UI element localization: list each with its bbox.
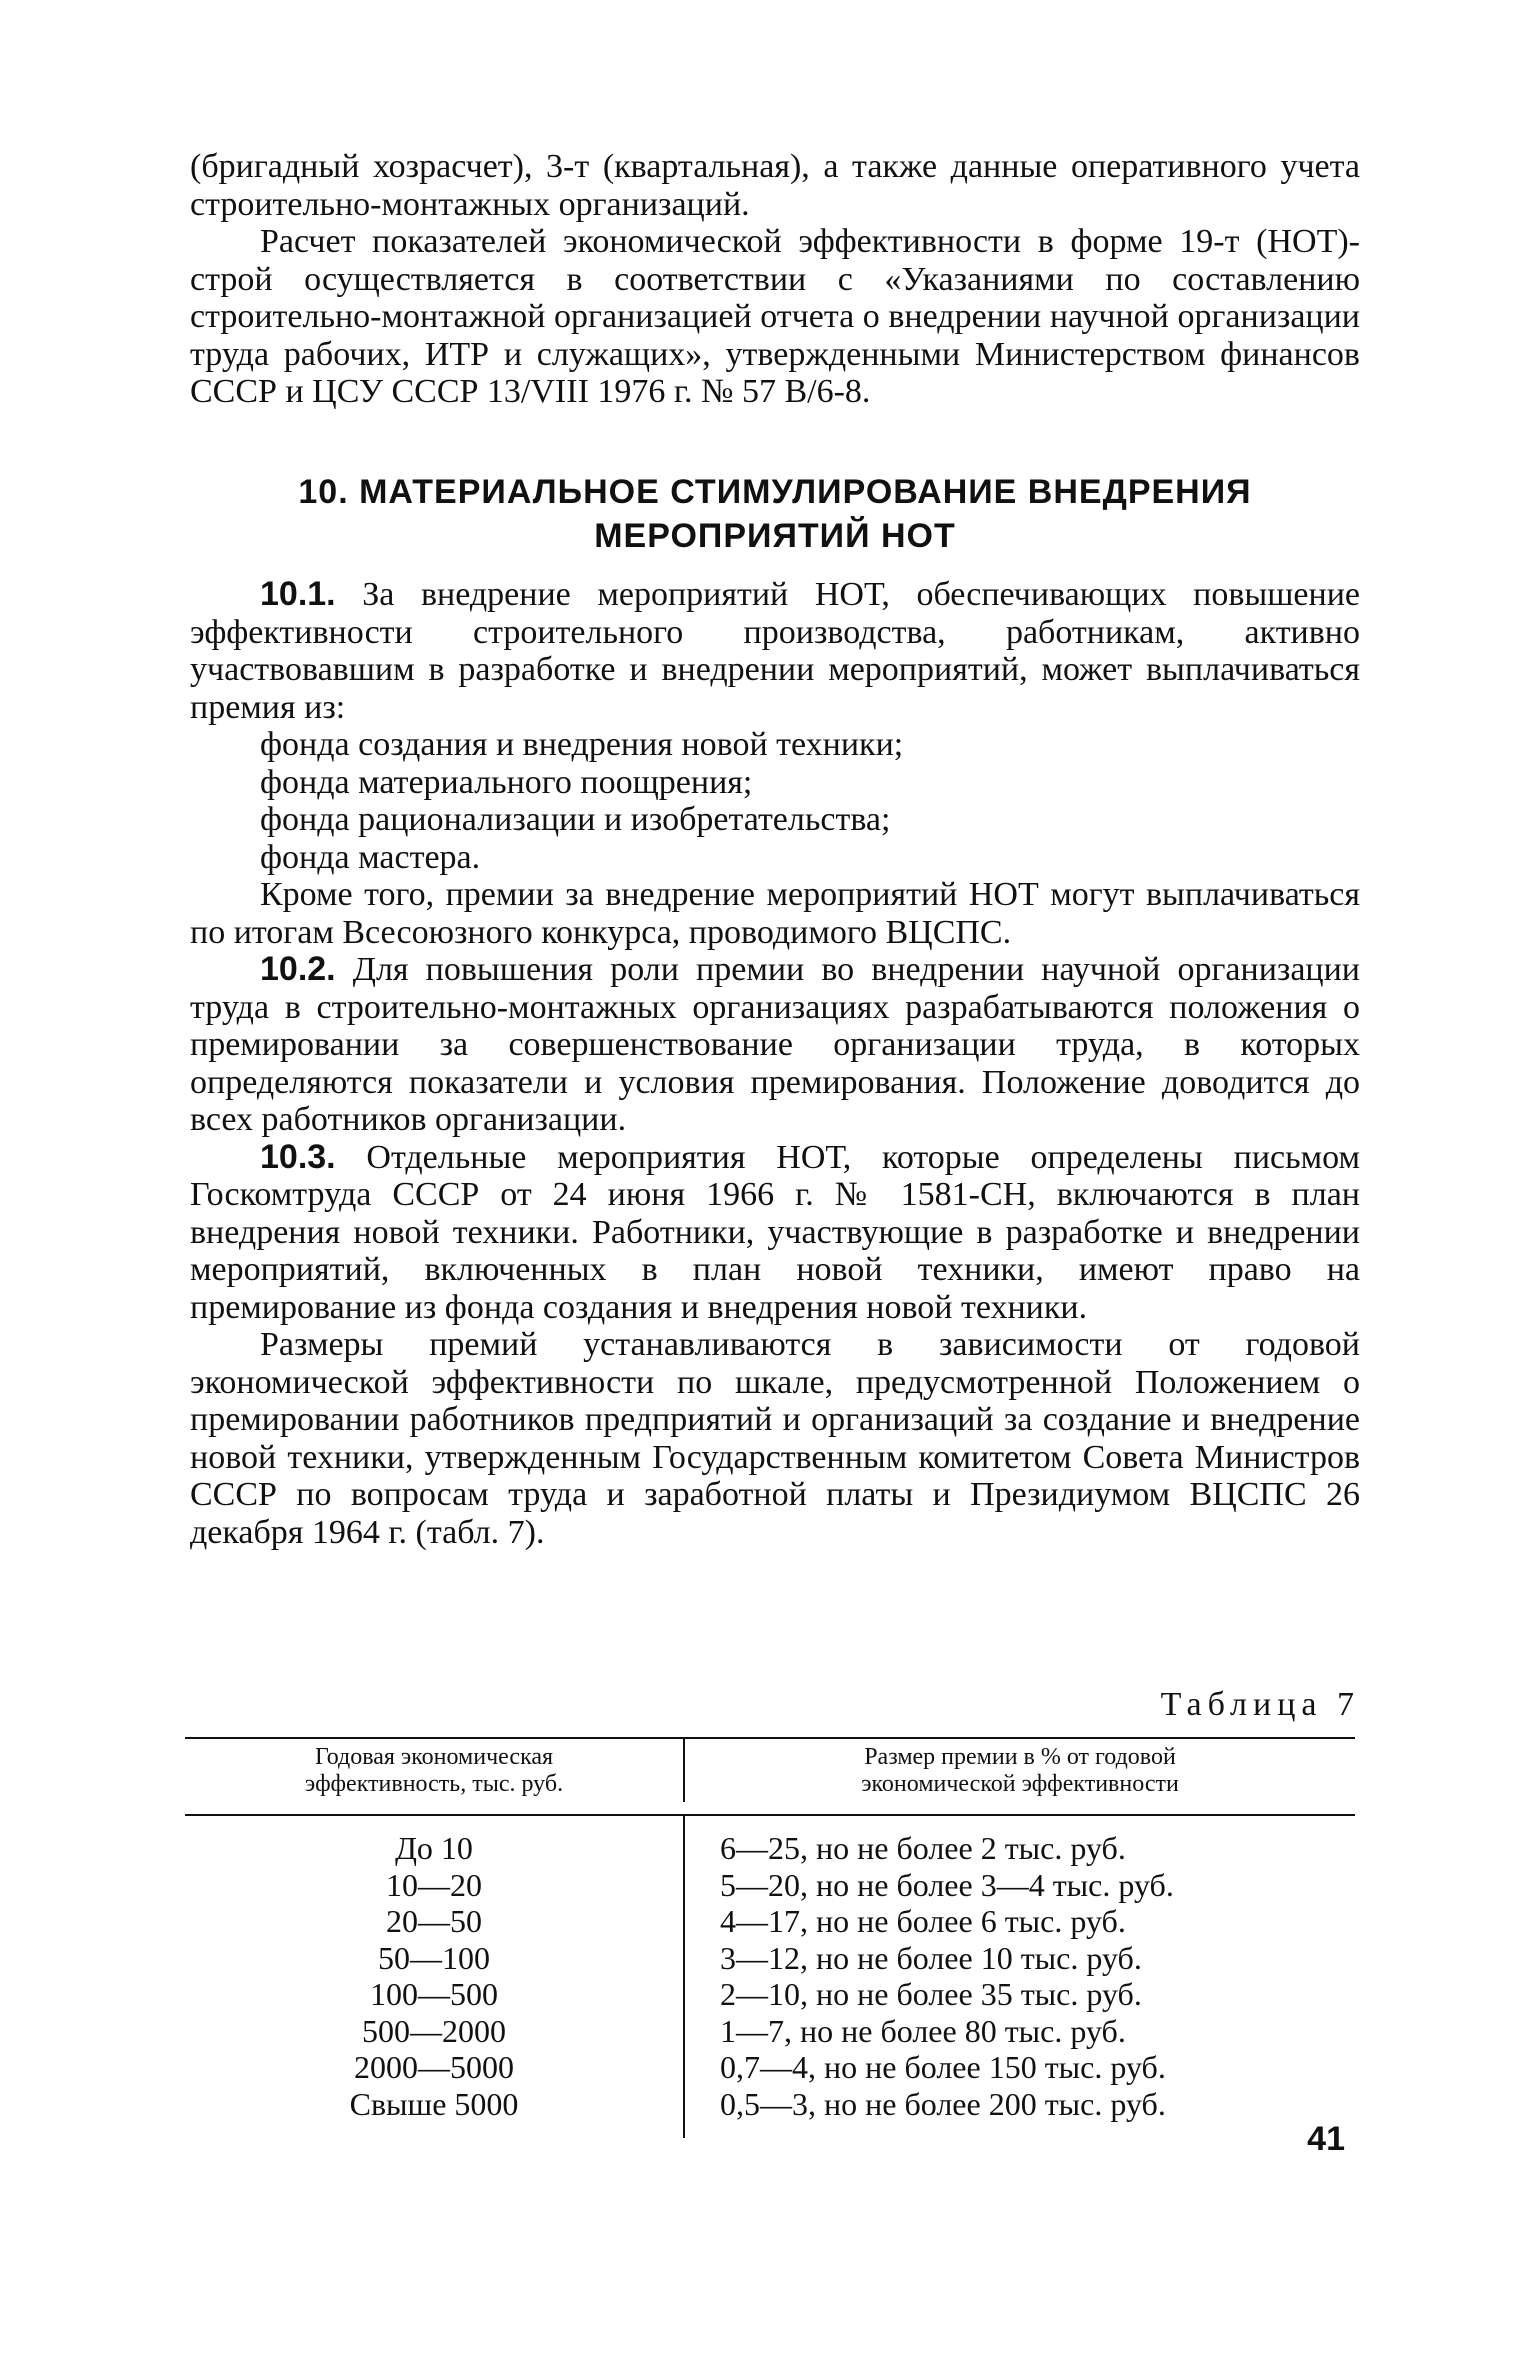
section-title-line-1: 10. МАТЕРИАЛЬНОЕ СТИМУЛИРОВАНИЕ ВНЕДРЕНИЯ — [298, 473, 1252, 511]
section-title-line-2: МЕРОПРИЯТИЙ НОТ — [594, 517, 956, 555]
header-right-line-1: Размер премии в % от годовой — [864, 1744, 1176, 1770]
paragraph-number: 10.2. — [260, 950, 336, 988]
table-cell-range: Свыше 5000 — [349, 2085, 519, 2122]
paragraph-10-3 — [190, 1139, 1360, 1327]
intro-paragraph-1: (бригадный хозрасчет), 3-т (квартальная), а также данные оперативного учета строительно-монтажных организаций. — [190, 148, 1360, 223]
table-cell-range: 20—50 — [386, 1903, 482, 1939]
paragraph-10-1 — [190, 576, 1360, 726]
table-cell-bonus: 1—7, но не более 80 тыс. руб. — [720, 2012, 1126, 2049]
section-body — [190, 576, 1360, 1551]
header-left-line-2: эффективность, тыс. руб. — [304, 1771, 564, 1797]
paragraph-bonus-sizes: Размеры премий устанавливаются в зависимости от годовой экономической эффективности по шкале, предусмотренной Положением о премировании работников предприятий и организаций за создание и внедрение новой техники, утвержденным Государственным комитетом Совета Министров СССР по вопросам труда и заработной платы и Президиумом ВЦСПС 26 декабря 1964 г. (табл. 7). — [190, 1326, 1360, 1551]
fund-item: фонда материального поощрения; — [260, 763, 753, 801]
table-cell-bonus: 5—20, но не более 3—4 тыс. руб. — [720, 1866, 1174, 1903]
table-cell-bonus: 3—12, но не более 10 тыс. руб. — [720, 1939, 1142, 1976]
table-cell-bonus: 4—17, но не более 6 тыс. руб. — [720, 1903, 1126, 1939]
paragraph-10-1-extra: Кроме того, премии за внедрение мероприятий НОТ могут выплачиваться по итогам Всесоюзного конкурса, проводимого ВЦСПС. — [190, 876, 1360, 951]
paragraph-text: Отдельные мероприятия НОТ, которые определены письмом Госкомтруда СССР от 24 июня 1966 г. № 1581-СН, включаются в план внедрения новой техники. Работники, участвующие в разработке и внедрении мероприятий, включенных в план новой техники, имеют право на премирование из фонда создания и внедрения новой техники. — [190, 1138, 1361, 1326]
fund-item: фонда рационализации и изобретательства; — [260, 801, 891, 838]
fund-item: фонда создания и внедрения новой техники; — [260, 726, 904, 763]
table-cell-range: 10—20 — [386, 1866, 482, 1903]
fund-item: фонда мастера. — [260, 838, 481, 876]
table-cell-bonus: 0,5—3, но не более 200 тыс. руб. — [720, 2085, 1166, 2122]
page-number: 41 — [1307, 2120, 1345, 2158]
table-cell-bonus: 6—25, но не более 2 тыс. руб. — [720, 1830, 1126, 1866]
table-cell-bonus: 2—10, но не более 35 тыс. руб. — [720, 1976, 1142, 2012]
intro-text — [190, 148, 1360, 411]
paragraph-number: 10.3. — [260, 1137, 336, 1176]
table-cell-range: 500—2000 — [362, 2012, 506, 2049]
header-right-line-2: экономической эффективности — [861, 1771, 1179, 1797]
table-cell-bonus: 0,7—4, но не более 150 тыс. руб. — [720, 2049, 1166, 2085]
table-column-efficiency — [185, 1830, 683, 2122]
paragraph-text: Для повышения роли премии во внедрении научной организации труда в строительно-монтажных организациях разрабатываются положения о премировании за совершенствование организации труда, в которых определяются показатели и условия премирования. Положение доводится до всех работников организации. — [190, 951, 1360, 1138]
table-header-right — [685, 1744, 1355, 1798]
table-cell-range: До 10 — [395, 1830, 473, 1866]
table-column-bonus — [720, 1830, 1360, 2122]
table-cell-range: 100—500 — [370, 1976, 498, 2012]
table-header-rule — [185, 1814, 1355, 1816]
table-cell-range: 2000—5000 — [354, 2049, 514, 2085]
table-top-rule — [185, 1737, 1355, 1739]
intro-paragraph-2: Расчет показателей экономической эффективности в форме 19-т (НОТ)-строй осуществляется в соответствии с «Указаниями по составлению строительно-монтажной организацией отчета о внедрении научной организации труда рабочих, ИТР и служащих», утвержденными Министерством финансов СССР и ЦСУ СССР 13/VIII 1976 г. № 57 В/6-8. — [190, 223, 1360, 410]
table-header-left — [185, 1744, 683, 1798]
table-caption: Таблица 7 — [1160, 1686, 1360, 1723]
table-cell-range: 50—100 — [378, 1939, 490, 1976]
paragraph-10-2 — [190, 951, 1360, 1139]
header-left-line-1: Годовая экономическая — [314, 1744, 554, 1770]
paragraph-text: За внедрение мероприятий НОТ, обеспечивающих повышение эффективности строительного производства, работникам, активно участвовавшим в разработке и внедрении мероприятий, может выплачиваться премия из: — [190, 576, 1360, 726]
paragraph-number: 10.1. — [260, 575, 336, 613]
section-heading — [190, 470, 1360, 558]
table-body-separator — [683, 1816, 685, 2138]
